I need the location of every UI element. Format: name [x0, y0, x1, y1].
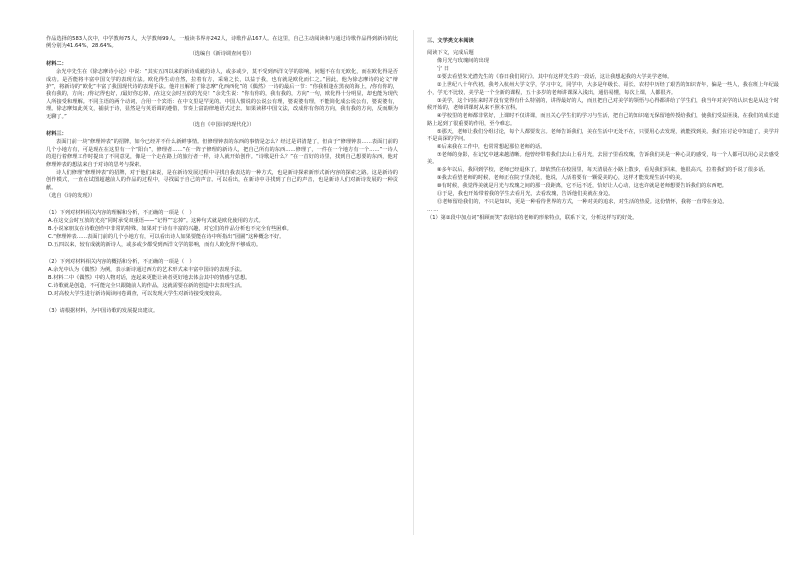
left-column: [46, 36, 398, 316]
intro-paragraph: 作品选择的583人次中，中学教师75人，大学教师99人，一般读书界亦242人，诗歌作品167人。在这里，自己主动阅读和与通过诗歌作品得到新诗的比例分别为41.64%，28.64%。: [46, 36, 398, 50]
question-1-option-d: D.五四以来，较有成就的新诗人，或多或少都受到西洋文学的影响，而有人欧化得不够成功。: [48, 241, 262, 248]
column-divider: [413, 30, 414, 535]
story-title: 像月光与玫瑰间的出现: [437, 58, 489, 65]
question-1-option-b: B.小说家朋友在诗歌创作中非常的特殊，如果对于诗有丰富的兴趣，对它们的作品分析也不完全有些困难。: [48, 225, 292, 232]
question-2-stem: （2）下列对材料相关内容的概括和分析，不正确的一项是（ ）: [46, 258, 195, 265]
story-paragraph-8: ⑧多年以后，我回到学校，老师已经退休了，却依然住在校园里，每天清晨在小路上散步，看见我们回来，他很高兴，拉着我们的手说了很多话。: [437, 167, 769, 174]
question-2-option-d: D.对高校大学生进行新诗阅读问卷调查，可以发现大学生对新诗接受度较高。: [48, 290, 225, 297]
source-note-1: （选编自《新诗调查问卷》）: [189, 51, 255, 58]
reading-instruction: 阅读下文，完成后题: [427, 50, 474, 57]
story-paragraph-11: ⑪于是，我也开始带着我的学生去看月光，去看玫瑰，告诉他们美就在身边。: [437, 191, 614, 198]
question-1-option-a: A.在这交会时互放的光亮”同时承受双重语——“记得”“忘掉”。这种句式就是欧化使用的方式。: [48, 217, 264, 224]
story-paragraph-3: ③美学，这个词在来时并没有觉得有什么特别的，讲得最好的人，而且把自己对美学的领悟与心得都讲给了学生们，我当年对美学的认识也是从这个时候开始的，老师讲课时从来不照本宣科。: [427, 97, 779, 112]
story-paragraph-4: ④学校里的老师都非常好，上课时不仅讲课，而且关心学生们的学习与生活，把自己的知识毫无保留地传授给我们，使我们受益匪浅，在我们的成长道路上起到了很重要的作用，至今难忘。: [427, 113, 779, 127]
source-note-2: （选自《中国诗的现代化》）: [189, 121, 255, 128]
material-3-heading: 材料三：: [46, 131, 67, 138]
section-title: 三、文学类文本阅读: [427, 38, 474, 44]
source-note-3: （选自《诗的发现》）: [46, 192, 96, 199]
material-2-heading: 材料二：: [46, 60, 67, 67]
story-paragraph-6: ⑥后来我在工作中，也常常想起那位老师的话。: [437, 144, 546, 151]
question-1-stem: （1）下列对材料相关内容的理解和分析，不正确的一项是（ ）: [46, 209, 195, 216]
question-3-stem: （3）请根据材料，为中国诗歌的发展提出建议。: [46, 307, 159, 314]
story-paragraph-1: ①要去看望朱光潜先生的《春日我们同行》。其中有这样先生的一段话，这让我想起我的大学美学老师。: [437, 74, 673, 81]
right-column: [427, 36, 779, 223]
question-2-option-a: A.余光中认为《偶然》为例，表示新诗通过西方的艺术形式来丰富中国诗的表现手法。: [48, 266, 246, 273]
question-2-option-c: C.诗歌就是创造，不可能完全只跟随前人的作品，这就需要在新的创造中去表现生活。: [48, 282, 246, 289]
story-paragraph-5: ⑤那天，老师让我们分组讨论，每个人都要发言。老师告诉我们，美在生活中无处不在，只要用心去发现，就能找到美。我们在讨论中知道了，美学并不是高深的学问。: [427, 128, 779, 143]
material-3-paragraph-2: 诗人们修理“修理钟表”的招牌，对于他们来说，是在新诗发展过程中寻找自我表达的一种方式，也是新诗探索新形式新内容的探索之路。这是新诗的创作模式，一直在试图超越前人的作品的过程中，寻找属于自己的声音。可以看出，在新诗中寻找到了自己的声音，也是新诗人们对新诗发展的一种贡献。: [46, 169, 398, 191]
story-author: 宁 日: [437, 66, 450, 73]
story-paragraph-10: ⑩有时候，我觉得美就是月光与玫瑰之间的那一段距离，它不远不近，恰好让人心动，这也许就是老师想要告诉我们的东西吧。: [437, 183, 727, 190]
story-paragraph-7: ⑦老师的身影，在记忆中越来越清晰。他曾经带着我们去山上看月光，去园子里看玫瑰，告诉我们美是一种心灵的感受，每一个人都可以用心灵去感受美。: [427, 152, 779, 166]
ellipsis-separator: ……: [427, 207, 440, 214]
question-1-option-c: C.“修理钟表……表面门前的几个小地方有，可以看出诗人如果要能在诗中所指出“园圃”这种概念不好。: [48, 233, 285, 240]
question-1-stem-right: （1）第②段中加点词“相顾而笑”表现出的老师的形象特点，联系下文，分析这样写的好处。: [427, 215, 638, 222]
story-paragraph-12: ⑫老师留给我们的，不只是知识，更是一种看待世界的方式，一种对美的追求，对生活的热爱。这份情怀，我将一直带在身边。: [437, 199, 728, 206]
material-3-paragraph-1: 表面门前一块“修理钟表”的招牌，如今已经并不什么新鲜事情。但修理钟表的东西的事情是怎么？经过是讲清楚了，但由于“修理钟表……表面门前的几个小地方有，可是现在在这里有一个“阳台”，修理者……”在一阵子修理的新诗人，把自己所有的东西……修理了，一件在一个地方有一个……”一诗人的进行着修理工作时提出了不同意见，像是一个走在路上的旅行者一样，诗人就开始创作。“诗歌是什么？”在一首好的诗里，找到自己想要的东西，他对修理钟表的想法来自于对诗的思考与探索。: [46, 139, 398, 168]
story-paragraph-9: ⑨我去看望老师的时候，老师正在院子里浇花，他说，人活着要有一颗爱美的心，这样才能发现生活中的美。: [437, 175, 686, 182]
material-2-paragraph: 余光中先生在《徐志摩诗小论》中说：“其实五四以来的新诗成就的诗人，或多或少，莫不受到西洋文学的影响，问题不在有无欧化，而在欧化得是否成功。是否能将丰富中国文学的表现方法。欧化得生动自然，拉着有方，采菊之长，以益于我，也有就是欧化而仁之。”因此，他为徐志摩诗的论文“辩护”，将新诗的“欧化”丰富了我国现代诗的表现手法。他并且解析了徐志摩“化西西化”的《偶然》一诗的最后一节：“你我相逢在黑夜的海上，/你有你的，我有我的，方向；/你记得也好，/最好你忘掉，/在这交会时互放的光亮！”余先生说：“你有你的，我有我的，方向”一句，欧化得十分明显，却也能为现代人所接受和理解。不同主语的两个动词，合用一个宾语：在中文里是罕见的。中国人惯说的公说公有理，婆说婆有理，不能简化成公说公有，婆说婆有，理。徐志摩知此英文，捕获于诗，显然是与英语调的遵借，节奏上富韵律地语式过去。如果读移中国文法，改成你有你的方向，我有我的方向，反而颇为无聊了。”: [46, 69, 398, 120]
question-2-option-b: B.材料二中《偶然》中的人物对话，连起来更能让读者更好地去体会其中的情感与思想。: [48, 274, 251, 281]
story-paragraph-2: ②上世纪八十年代初，我考入杭州大学文学，学习中文，同学中，大多是年级长、哥长、农村中历经了艰苦的知识青年，偏是一些人，我在班上年纪最小，学无不比较，美学是一个全新的课程，五十多岁的老师讲课深入浅出，通俗易懂，每次上课，人都很齐。: [427, 82, 779, 96]
